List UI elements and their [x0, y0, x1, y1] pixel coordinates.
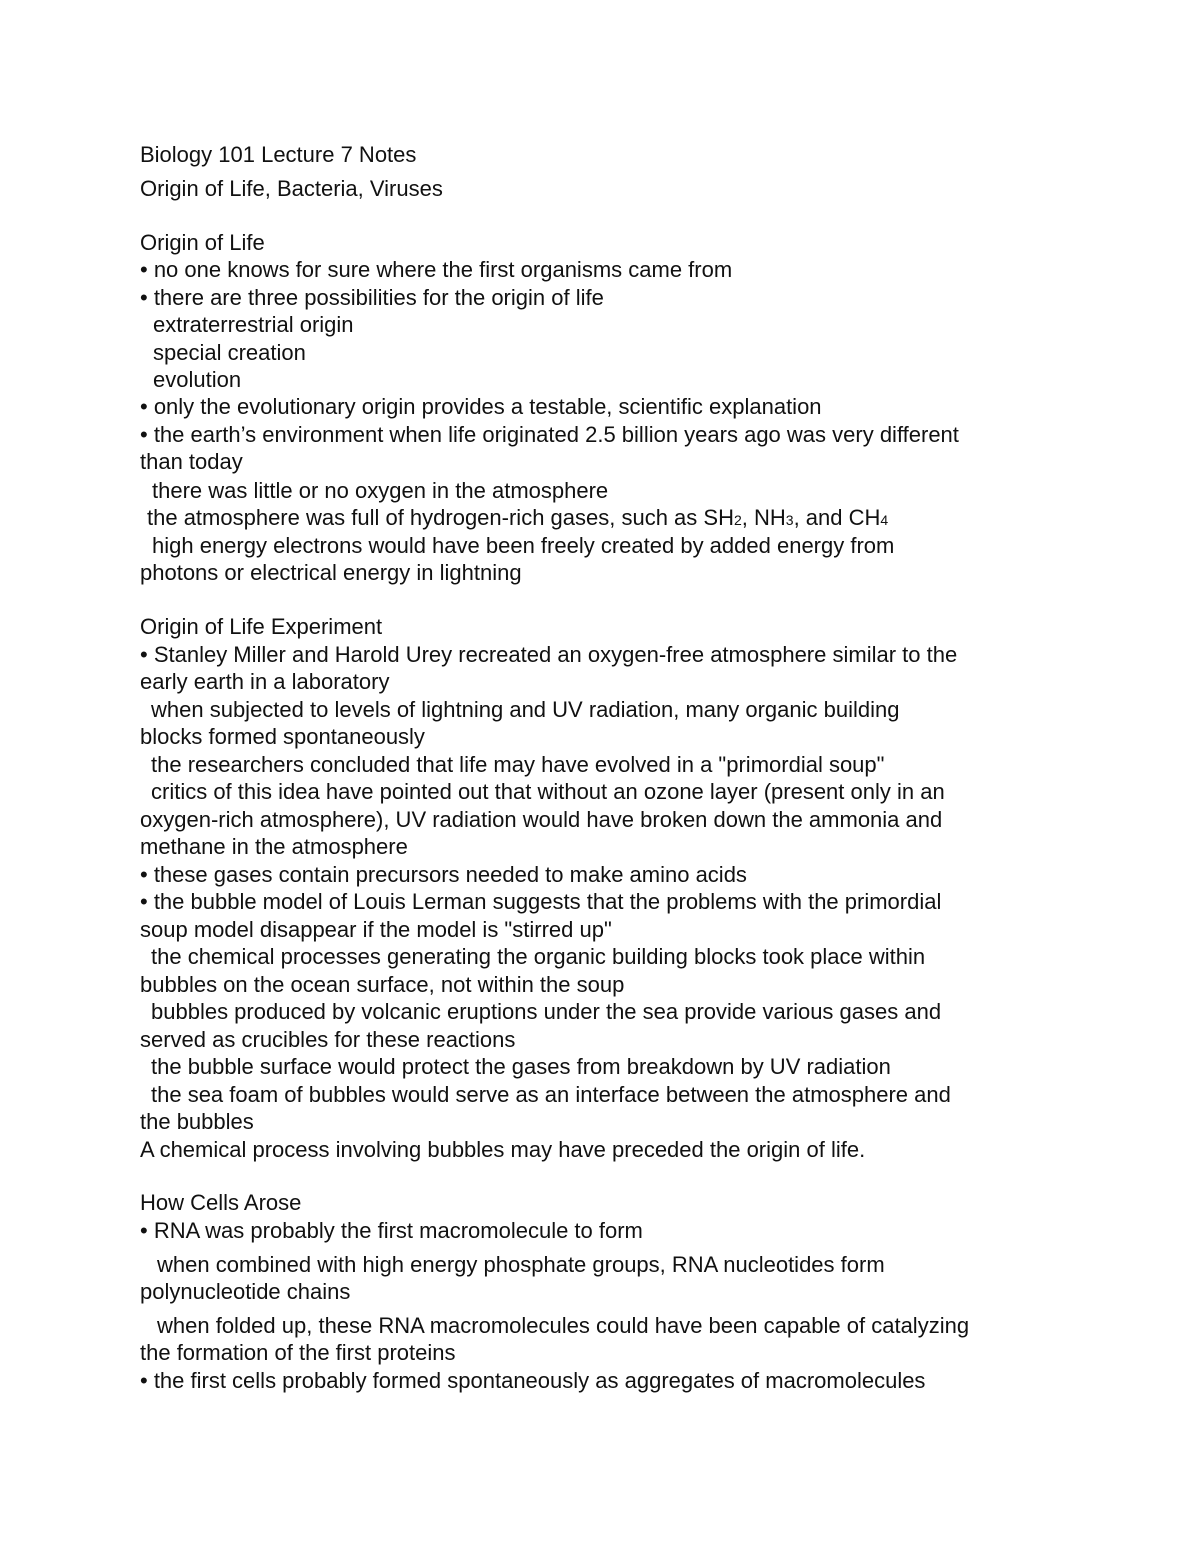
sub-item: critics of this idea have pointed out that without an ozone layer (present only in an: [151, 779, 945, 804]
page-subtitle: Origin of Life, Bacteria, Viruses: [140, 176, 443, 201]
sub-item-gases: [147, 504, 888, 534]
sub-item: there was little or no oxygen in the atmosphere: [152, 478, 609, 503]
bullet-line: • there are three possibilities for the origin of life: [140, 285, 604, 310]
text-line: photons or electrical energy in lightning: [140, 560, 522, 585]
text-line: oxygen-rich atmosphere), UV radiation would have broken down the ammonia and: [140, 807, 943, 832]
section-heading: How Cells Arose: [140, 1190, 302, 1215]
subscript: 3: [785, 512, 794, 528]
sub-item: bubbles produced by volcanic eruptions under the sea provide various gases and: [151, 999, 942, 1024]
text-line: early earth in a laboratory: [140, 669, 390, 694]
bullet-line: • the first cells probably formed spontaneously as aggregates of macromolecules: [140, 1368, 926, 1393]
conclusion-line: A chemical process involving bubbles may have preceded the origin of life.: [140, 1137, 866, 1162]
bullet-line: • the bubble model of Louis Lerman suggests that the problems with the primordial: [140, 889, 942, 914]
bullet-line: • no one knows for sure where the first organisms came from: [140, 257, 733, 282]
bullet-line: • only the evolutionary origin provides a testable, scientific explanation: [140, 394, 822, 419]
text-line: bubbles on the ocean surface, not within the soup: [140, 972, 625, 997]
sub-item: evolution: [153, 367, 242, 392]
sub-item: when subjected to levels of lightning and UV radiation, many organic building: [151, 697, 900, 722]
sub-item: the bubble surface would protect the gases from breakdown by UV radiation: [151, 1054, 891, 1079]
sub-item: the researchers concluded that life may have evolved in a "primordial soup": [151, 752, 885, 777]
gases-separator: , NH: [741, 505, 786, 530]
text-line: the bubbles: [140, 1109, 254, 1134]
text-line: polynucleotide chains: [140, 1279, 351, 1304]
gases-separator: , and CH: [793, 505, 881, 530]
bullet-line: • RNA was probably the first macromolecule to form: [140, 1218, 643, 1243]
sub-item: when combined with high energy phosphate groups, RNA nucleotides form: [157, 1252, 885, 1277]
section-heading: Origin of Life Experiment: [140, 614, 383, 639]
text-line: soup model disappear if the model is "stirred up": [140, 917, 612, 942]
sub-item: high energy electrons would have been freely created by added energy from: [152, 533, 895, 558]
page-title: Biology 101 Lecture 7 Notes: [140, 142, 417, 167]
subscript: 4: [880, 512, 889, 528]
sub-item: the chemical processes generating the organic building blocks took place within: [151, 944, 926, 969]
bullet-line: • the earth’s environment when life originated 2.5 billion years ago was very different: [140, 422, 959, 447]
bullet-line: • these gases contain precursors needed to make amino acids: [140, 862, 747, 887]
sub-item: special creation: [153, 340, 306, 365]
sub-item: the sea foam of bubbles would serve as an interface between the atmosphere and: [151, 1082, 951, 1107]
text-line: methane in the atmosphere: [140, 834, 408, 859]
text-line: the formation of the first proteins: [140, 1340, 456, 1365]
section-heading: Origin of Life: [140, 230, 265, 255]
bullet-line: • Stanley Miller and Harold Urey recreated an oxygen-free atmosphere similar to the: [140, 642, 958, 667]
text-line: served as crucibles for these reactions: [140, 1027, 516, 1052]
sub-item: when folded up, these RNA macromolecules could have been capable of catalyzing: [157, 1313, 970, 1338]
text-line: blocks formed spontaneously: [140, 724, 425, 749]
subscript: 2: [733, 512, 742, 528]
gases-text: the atmosphere was full of hydrogen-rich gases, such as SH: [147, 505, 734, 530]
text-line: than today: [140, 449, 243, 474]
sub-item: extraterrestrial origin: [153, 312, 354, 337]
